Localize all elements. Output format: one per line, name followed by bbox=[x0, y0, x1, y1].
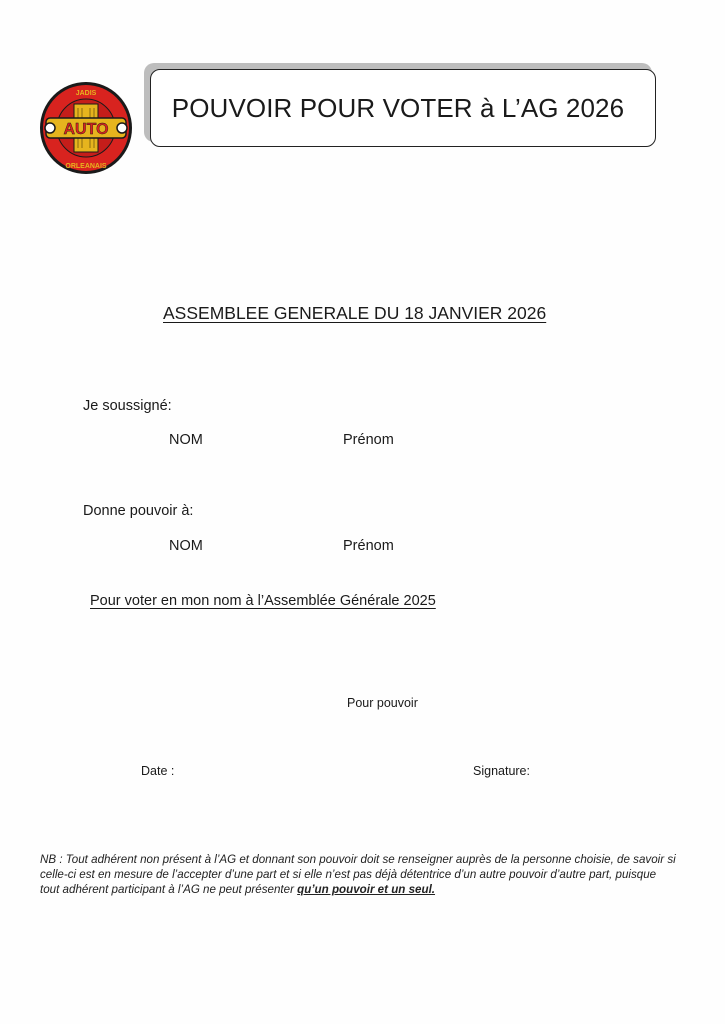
proxy-nom-field[interactable]: NOM bbox=[169, 538, 203, 554]
note-paragraph bbox=[40, 852, 676, 897]
svg-text:JADIS: JADIS bbox=[75, 90, 97, 97]
undersigned-nom-field[interactable]: NOM bbox=[169, 432, 203, 448]
title-box bbox=[150, 69, 656, 147]
undersigned-label: Je soussigné: bbox=[83, 398, 172, 414]
assembly-heading: ASSEMBLEE GENERALE DU 18 JANVIER 2026 bbox=[163, 303, 547, 323]
note-text: NB : Tout adhérent non présent à l’AG et donnant son pouvoir doit se renseigner auprès de la personne choisie, de savoir si celle-ci est en mesure de l’accepter d’une part et si elle n’est pas déjà détentrice d’un autre pouvoir d’autre part, puisque tout adhérent participant à l’AG ne peut présenter bbox=[40, 853, 676, 896]
page-title: POUVOIR POUR VOTER à L’AG 2026 bbox=[171, 92, 625, 123]
proxy-prenom-field[interactable]: Prénom bbox=[343, 538, 394, 554]
proxy-label: Donne pouvoir à: bbox=[83, 503, 194, 519]
note-emphasis: qu’un pouvoir et un seul. bbox=[297, 883, 436, 896]
club-logo bbox=[38, 80, 134, 176]
svg-text:AUTO: AUTO bbox=[63, 121, 109, 138]
for-proxy-text: Pour pouvoir bbox=[347, 696, 418, 710]
undersigned-prenom-field[interactable]: Prénom bbox=[343, 432, 394, 448]
svg-text:ORLEANAIS: ORLEANAIS bbox=[65, 163, 107, 170]
purpose-text: Pour voter en mon nom à l’Assemblée Générale 2025 bbox=[90, 593, 436, 609]
date-field[interactable]: Date : bbox=[141, 764, 175, 778]
signature-field[interactable]: Signature: bbox=[473, 764, 530, 778]
